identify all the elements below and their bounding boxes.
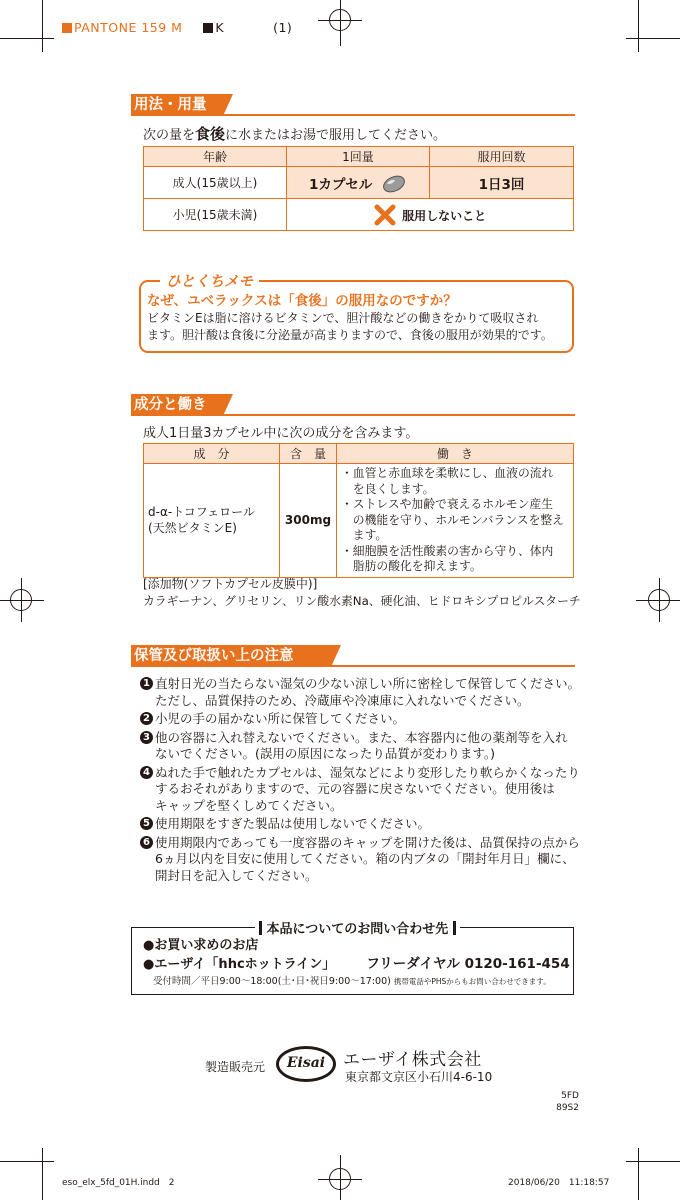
note-line: ないでください。(誤用の原因になったり品質が変わります。) <box>155 746 496 761</box>
list-item <box>140 816 580 833</box>
ingredient-name-cell <box>144 464 280 578</box>
child-age: 小児(15歳未満) <box>144 199 287 231</box>
black-swatch <box>203 23 213 33</box>
col-amount: 含 量 <box>280 444 337 464</box>
effect-line: の機能を守り、ホルモンバランスを整え <box>341 512 564 527</box>
effect-line: ・ストレスや加齢で衰えるホルモン産生 <box>341 497 553 511</box>
effect-line: ・血管と赤血球を柔軟にし、血液の流れ <box>341 466 554 480</box>
pantone-label: PANTONE 159 M <box>74 20 183 35</box>
ingredient-subname: (天然ビタミンE) <box>148 521 237 536</box>
note-line: 使用期限内であっても一度容器のキャップを開けた後は、品質保持の点から <box>155 834 580 850</box>
usage-intro-bold: 食後 <box>195 125 226 143</box>
footer-file: eso_elx_5fd_01H.indd 2 <box>62 1178 175 1188</box>
adult-dose-cell <box>287 167 430 199</box>
col-age: 年齢 <box>144 147 287 167</box>
col-times: 服用回数 <box>430 147 574 167</box>
additives <box>143 576 583 610</box>
print-codes <box>543 1090 579 1114</box>
eisai-logo-text: Eisai <box>286 1055 326 1071</box>
ingredients-table <box>143 443 574 578</box>
memo-question: なぜ、ユベラックスは「食後」の服用なのですか？ <box>147 293 457 309</box>
contact-store: ●お買い求めのお店 <box>143 938 259 953</box>
note-line: 直射日光の当たらない湿気の少ない涼しい所に密栓して保管してください。 <box>155 676 581 691</box>
note-line: するおそれがありますので、元の容器に戻さないでください。使用後は <box>155 781 555 796</box>
footer-datetime: 2018/06/20 11:18:57 <box>508 1178 610 1188</box>
x-mark-icon <box>374 204 396 226</box>
ingredient-effects <box>337 464 574 578</box>
capsule-icon <box>381 175 407 193</box>
list-item <box>140 765 580 815</box>
effect-line: ます。 <box>341 528 388 542</box>
number-badge: 2 <box>140 712 153 725</box>
maker-label: 製造販売元 <box>205 1060 266 1074</box>
memo-content <box>147 292 572 344</box>
number-badge: 3 <box>140 731 153 744</box>
effect-line: ・細胞膜を活性酸素の害から守り、体内 <box>341 543 554 558</box>
contact-hotline: ●エーザイ「hhcホットライン」 <box>143 957 336 972</box>
note-line: 6ヵ月以内を目安に使用してください。箱の内ブタの「開封年月日」欄に、 <box>155 851 575 866</box>
maker-company: エーザイ株式会社 <box>343 1050 482 1070</box>
list-item <box>140 676 580 709</box>
number-badge: 5 <box>140 817 153 830</box>
contact-hours-row <box>143 974 573 990</box>
code-1: 5FD <box>561 1091 579 1101</box>
contact-hotline-row <box>143 955 573 974</box>
note-line: 小児の手の届かない所に保管してください。 <box>155 711 406 726</box>
list-item <box>140 730 580 763</box>
pantone-swatch <box>62 23 72 33</box>
adult-dose: 1カプセル <box>309 176 373 193</box>
ingredients-intro: 成人1日量3カプセル中に次の成分を含みます。 <box>143 426 419 441</box>
note-line: キャップを堅くしめてください。 <box>155 797 343 813</box>
storage-header-label: 保管及び取扱い上の注意 <box>131 645 331 667</box>
eisai-logo <box>275 1045 337 1083</box>
storage-section-header <box>131 645 575 667</box>
color-slug <box>62 20 292 35</box>
contact-hours: 受付時間／平日9:00〜18:00(土･日･祝日9:00〜17:00) <box>153 976 391 987</box>
usage-intro <box>143 126 446 144</box>
table-row <box>144 167 574 199</box>
contact-phone[interactable]: フリーダイヤル 0120-161-454 <box>366 956 570 972</box>
contact-hours-note: 携帯電話やPHSからもお問い合わせできます。 <box>393 977 551 986</box>
usage-section-header <box>131 94 575 116</box>
list-item <box>140 711 580 728</box>
code-2: 89S2 <box>556 1103 579 1113</box>
storage-notes <box>140 676 580 886</box>
number-badge: 6 <box>140 836 153 849</box>
col-dose: 1回量 <box>287 147 430 167</box>
ingredients-section-header <box>131 394 575 416</box>
note-line: 他の容器に入れ替えないでください。また、本容器内に他の薬剤等を入れ <box>155 729 568 745</box>
note-line: ぬれた手で触れたカプセルは、湿気などにより変形したり軟らかくなったり <box>155 764 580 780</box>
memo-line-1: ビタミンEは脂に溶けるビタミンで、胆汁酸などの働きをかりて吸収され <box>147 311 539 325</box>
col-effect: 働 き <box>337 444 574 464</box>
number-badge: 4 <box>140 766 153 779</box>
additive-label: [添加物(ソフトカプセル皮膜中)] <box>143 577 318 591</box>
note-line: 開封日を記入してください。 <box>155 867 318 883</box>
table-row <box>144 199 574 231</box>
adult-age: 成人(15歳以上) <box>144 167 287 199</box>
adult-times: 1日3回 <box>430 167 574 199</box>
number-badge: 1 <box>140 677 153 690</box>
dosage-table <box>143 146 574 231</box>
child-note-cell <box>287 199 574 231</box>
effect-line: を良くします。 <box>341 481 435 496</box>
note-line: ただし、品質保持のため、冷蔵庫や冷凍庫に入れないでください。 <box>155 692 530 708</box>
ingredients-header-label: 成分と働き <box>131 394 223 416</box>
memo-line-2: ます。胆汁酸は食後に分泌量が高まりますので、食後の服用が効果的です。 <box>147 328 553 342</box>
list-item <box>140 835 580 885</box>
memo-title: ひとくちメモ <box>160 270 259 291</box>
contact-title <box>255 918 460 937</box>
additive-list: カラギーナン、グリセリン、リン酸水素Na、硬化油、ヒドロキシプロピルスターチ <box>143 594 581 608</box>
usage-intro-post: に水またはお湯で服用してください。 <box>225 128 447 143</box>
contact-content <box>143 936 573 990</box>
maker-address: 東京都文京区小石川4-6-10 <box>345 1070 493 1084</box>
usage-intro-pre: 次の量を <box>143 128 196 143</box>
table-row <box>144 464 574 578</box>
child-note: 服用しないこと <box>402 208 487 223</box>
black-label: K <box>215 20 225 35</box>
page-mark: (1) <box>273 20 293 35</box>
col-ingredient: 成 分 <box>144 444 280 464</box>
ingredient-name: d-α-トコフェロール <box>148 505 255 520</box>
usage-header-label: 用法・用量 <box>131 94 223 116</box>
contact-title-text: 本品についてのお問い合わせ先 <box>266 922 449 937</box>
note-line: 使用期限をすぎた製品は使用しないでください。 <box>155 816 431 831</box>
ingredient-amount: 300mg <box>280 464 337 578</box>
effect-line: 脂肪の酸化を抑えます。 <box>341 559 482 573</box>
